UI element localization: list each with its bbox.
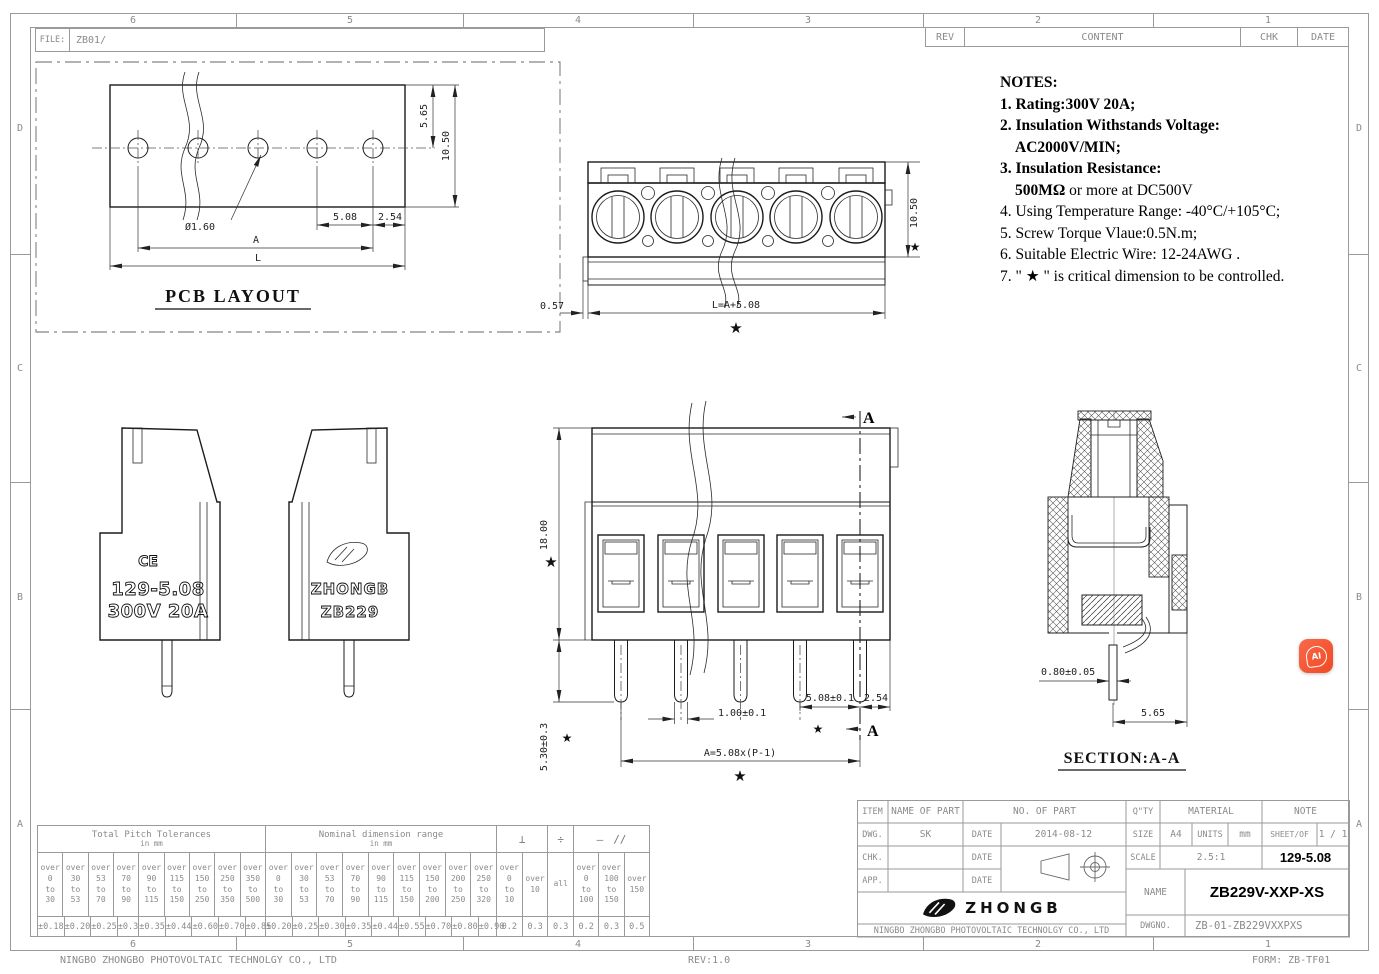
tol-range-cell: over 0 to 100	[576, 862, 596, 905]
zone-tick	[10, 254, 30, 255]
tol-group: — // over 0 to 100 over 100 to 150 over 150 0.2 0.3 0.5	[573, 826, 649, 936]
zone-tick	[923, 937, 924, 951]
tol-range-cell: over 100 to 150	[598, 853, 623, 916]
tol-value-cell: ±0.60	[191, 917, 218, 936]
tol-value-cell: 0.2	[578, 921, 594, 932]
tol-value-cell: 0.3	[598, 917, 623, 936]
tb-brand-row	[857, 892, 1126, 924]
tb-company: NINGBO ZHONGBO PHOTOVOLTAIC TECHNOLGY CO., LTD	[873, 925, 1110, 936]
tb-chk: CHK.	[862, 852, 883, 863]
tol-value-cell: ±0.18	[38, 921, 64, 932]
tb-qty: Q"TY	[1132, 806, 1154, 817]
note-line: 4. Using Temperature Range: -40°C/+105°C;	[1000, 203, 1281, 220]
tol-range-cell: over 90 to 115	[138, 853, 163, 916]
dim-A: A	[252, 235, 260, 246]
tol-range-cell: over 10	[522, 853, 548, 916]
tol-value-cell: ±0.20	[64, 917, 91, 936]
tb-material: MATERIAL	[1188, 806, 1234, 817]
critical-star: ★	[561, 731, 573, 745]
tol-range-cell: over 70 to 90	[113, 853, 138, 916]
zone-tick	[10, 482, 30, 483]
dim-5.65: 5.65	[1140, 708, 1166, 719]
zone-tick	[693, 937, 694, 951]
zone-tick	[923, 13, 924, 27]
dim-10.50: 10.50	[909, 197, 920, 229]
tol-value-cell: ±0.55	[398, 917, 425, 936]
dim-5.30: 5.30±0.3	[539, 722, 550, 772]
tb-sheet-label: SHEET/OF	[1270, 830, 1309, 839]
dim-10.50: 10.50	[441, 130, 452, 162]
tol-group: ⊥ over 0 to 10 over 10 0.2 0.3	[496, 826, 547, 936]
zone-label: A	[16, 818, 24, 830]
tol-range-cell: over 0 to 30	[40, 862, 60, 905]
note-line: NOTES:	[1000, 74, 1058, 91]
tb-date-label: DATE	[971, 829, 993, 840]
tb-brand: ZHONGB	[965, 899, 1062, 917]
model-text: ZB229	[320, 603, 380, 621]
critical-star: ★	[909, 240, 921, 254]
tb-units: mm	[1239, 829, 1251, 840]
zone-tick	[1349, 482, 1369, 483]
tol-range-cell: over 200 to 250	[445, 853, 471, 916]
file-label: FILE:	[36, 29, 70, 51]
tol-range-cell: over 350 to 500	[240, 853, 265, 916]
tol-range-cell: over 150 to 250	[189, 853, 214, 916]
tb-dwg-name: SK	[919, 829, 932, 840]
tb-name-of-part: NAME OF PART	[891, 806, 960, 817]
dim-hole-dia: Ø1.60	[184, 222, 216, 233]
tol-value-cell: ±0.70	[218, 917, 245, 936]
tol-value-cell: ±0.80	[451, 917, 478, 936]
section-label-bottom: A	[867, 723, 879, 740]
tol-value-cell: 0.5	[624, 917, 649, 936]
zone-tick	[236, 937, 237, 951]
wire-entries	[598, 535, 883, 612]
rev-header-rev: REV	[925, 27, 965, 47]
tb-note-value: 129-5.08	[1279, 850, 1332, 865]
tb-app: APP.	[862, 875, 883, 886]
tol-range-cell: over 250 to 350	[214, 853, 239, 916]
tol-range-cell: over 115 to 150	[164, 853, 189, 916]
front-view-drawing	[530, 395, 945, 795]
tol-range-cell: over 250 to 320	[470, 853, 496, 916]
zone-label: 4	[574, 938, 582, 950]
section-view-drawing	[1025, 405, 1240, 780]
side-view-marking	[100, 428, 220, 697]
tb-scale-label: SCALE	[1130, 852, 1156, 863]
zone-label: C	[16, 362, 24, 374]
rev-header-chk: CHK	[1240, 27, 1298, 47]
dim-1.00: 1.00±0.1	[718, 708, 767, 719]
projection-symbol	[1041, 852, 1110, 882]
tol-value-cell: ±0.44	[165, 917, 192, 936]
tol-range-cell: over 70 to 90	[342, 853, 368, 916]
note-line: 7. " ★ " is critical dimension to be controlled.	[1000, 267, 1285, 285]
top-view-drawing	[540, 155, 932, 350]
tol-value-cell: ±0.25	[292, 917, 319, 936]
footer-form: FORM: ZB-TF01	[1252, 955, 1331, 966]
tb-dwg-date: 2014-08-12	[1034, 829, 1093, 840]
dim-18.00: 18.00	[539, 519, 550, 551]
dim-5.65: 5.65	[419, 103, 430, 129]
tb-name-value: ZB229V-XXP-XS	[1209, 883, 1325, 901]
tb-no-of-part: NO. OF PART	[1013, 806, 1076, 817]
tol-value-cell: ±0.44	[371, 917, 398, 936]
dim-5.08: 5.08±0.1	[805, 693, 855, 704]
tol-group: ÷ all 0.3	[547, 826, 573, 936]
tb-dwg: DWG.	[862, 829, 883, 840]
tb-size: A4	[1170, 829, 1182, 840]
file-box	[35, 28, 545, 52]
zone-tick	[10, 709, 30, 710]
zone-label: 3	[804, 938, 812, 950]
ce-mark: CE	[138, 554, 158, 570]
footer-rev: REV:1.0	[688, 955, 731, 966]
zone-label: 5	[346, 938, 354, 950]
note-line: 3. Insulation Resistance:	[1000, 160, 1162, 177]
zone-tick	[236, 13, 237, 27]
tb-units-label: UNITS	[1197, 829, 1223, 840]
ai-watermark-badge	[1299, 639, 1333, 673]
tol-value-cell: 0.3	[552, 921, 569, 932]
dim-2.54: 2.54	[863, 693, 889, 704]
tol-range-cell: over 30 to 53	[291, 853, 317, 916]
zone-label: C	[1355, 362, 1363, 374]
tol-value-cell: 0.2	[501, 921, 518, 932]
tol-value-cell: ±0.20	[266, 921, 292, 932]
critical-star: ★	[729, 319, 743, 337]
section-title: SECTION:A-A	[1063, 750, 1181, 767]
tol-range-cell: over 115 to 150	[393, 853, 419, 916]
tol-value-cell: 0.3	[522, 917, 548, 936]
tol-group: Nominal dimension range in mm over 0 to 30 over 30 to 53 over 53 to 70 over 70 to 90 over 90 to 115 over 115 to 150 over 150 to 200 over 200 to 250 over 250 to 320 ±0.20 ±0.25 ±0.30 ±0.35 ±0.44 ±0.55 ±0.70 ±0.80 ±0.90	[265, 826, 496, 936]
ai-icon: AI	[1304, 644, 1328, 668]
dim-L-formula: L=A+5.08	[711, 300, 761, 311]
dim-0.57: 0.57	[540, 301, 565, 312]
tol-value-cell: ±0.3	[117, 917, 138, 936]
zone-tick	[463, 937, 464, 951]
zhongb-leaf-icon	[921, 896, 957, 920]
zone-label: 1	[1264, 938, 1272, 950]
tb-name-label: NAME	[1144, 886, 1167, 898]
note-line: 1. Rating:300V 20A;	[1000, 95, 1136, 113]
tb-size-label: SIZE	[1132, 829, 1154, 840]
rev-header-content: CONTENT	[964, 27, 1241, 47]
tb-item: ITEM	[862, 806, 883, 817]
critical-star: ★	[733, 767, 747, 785]
tol-value-cell: ±0.70	[425, 917, 452, 936]
footer-company: NINGBO ZHONGBO PHOTOVOLTAIC TECHNOLGY CO., LTD	[60, 955, 337, 966]
zone-label: D	[1355, 122, 1363, 134]
tol-range-cell: over 53 to 70	[316, 853, 342, 916]
note-line: 5. Screw Torque Vlaue:0.5N.m;	[1000, 224, 1198, 242]
tol-range-cell: over 0 to 10	[499, 862, 519, 905]
tol-range-cell: all	[553, 879, 568, 889]
zone-label: 4	[574, 14, 582, 26]
tol-value-cell: ±0.85	[245, 917, 272, 936]
dim-0.80: 0.80±0.05	[1041, 667, 1096, 678]
zone-label: 5	[346, 14, 354, 26]
zone-label: 2	[1034, 14, 1042, 26]
marking-series: 129-5.08	[111, 579, 205, 600]
tb-sheet: 1 / 1	[1318, 829, 1348, 840]
marking-rating: 300V 20A	[107, 601, 209, 622]
tol-range-cell: over 150 to 200	[419, 853, 445, 916]
tol-range-cell: over 150	[624, 853, 649, 916]
dim-L: L	[254, 253, 262, 264]
zone-tick	[463, 13, 464, 27]
zone-label: D	[16, 122, 24, 134]
side-view-brand	[289, 428, 409, 697]
tb-note: NOTE	[1294, 806, 1317, 817]
zone-label: B	[1355, 591, 1363, 603]
zone-label: 6	[129, 938, 137, 950]
tol-value-cell: ±0.25	[90, 917, 117, 936]
zone-label: 6	[129, 14, 137, 26]
side-views-drawing	[95, 418, 435, 713]
notes-list	[1000, 72, 1360, 287]
tol-range-cell: over 90 to 115	[368, 853, 394, 916]
note-line: 2. Insulation Withstands Voltage:	[1000, 117, 1220, 134]
zone-label: B	[16, 591, 24, 603]
tb-date-label3: DATE	[971, 875, 993, 886]
zone-tick	[1153, 13, 1154, 27]
zone-tick	[1349, 709, 1369, 710]
tb-scale: 2.5:1	[1196, 852, 1226, 863]
tb-date-label2: DATE	[971, 852, 993, 863]
brand-text: ZHONGB	[310, 580, 390, 598]
tol-group: Total Pitch Tolerances in mm over 0 to 30 over 30 to 53 over 53 to 70 over 70 to 90 over 90 to 115 over 115 to 150 over 150 to 250 over 250 to 350 over 350 to 500 ±0.18 ±0.20 ±0.25 ±0.3 ±0.35 ±0.44 ±0.60 ±0.70 ±0.85	[38, 826, 265, 936]
zone-label: 1	[1264, 14, 1272, 26]
tol-value-cell: ±0.35	[345, 917, 372, 936]
section-label-top: A	[863, 410, 875, 427]
zone-tick	[693, 13, 694, 27]
tol-range-cell: over 0 to 30	[268, 862, 288, 905]
tb-dwgno-label: DWGNO.	[1140, 921, 1171, 931]
critical-star: ★	[812, 722, 824, 736]
dim-2.54: 2.54	[377, 212, 403, 223]
pcb-layout-drawing	[35, 58, 565, 340]
zone-tick	[1153, 937, 1154, 951]
notes-block	[1000, 72, 1360, 287]
dim-A-formula: A=5.08x(P-1)	[703, 748, 777, 759]
zone-label: 3	[804, 14, 812, 26]
tol-range-cell: over 53 to 70	[88, 853, 113, 916]
zone-label: 2	[1034, 938, 1042, 950]
zone-label: A	[1355, 818, 1363, 830]
tol-value-cell: ±0.30	[318, 917, 345, 936]
note-line: 6. Suitable Electric Wire: 12-24AWG .	[1000, 246, 1241, 263]
tol-range-cell: over 30 to 53	[62, 853, 87, 916]
note-line: AC2000V/MIN;	[1015, 138, 1121, 156]
pcb-layout-title: PCB LAYOUT	[165, 286, 301, 306]
tol-value-cell: ±0.90	[478, 917, 505, 936]
tolerance-table	[37, 825, 650, 937]
rev-header-date: DATE	[1297, 27, 1349, 47]
tol-value-cell: ±0.35	[138, 917, 165, 936]
tb-dwgno-value: ZB-01-ZB229VXXPXS	[1195, 920, 1303, 932]
zhongb-leaf-icon	[327, 542, 367, 565]
dim-5.08: 5.08	[332, 212, 358, 223]
critical-star: ★	[544, 553, 558, 571]
note-line: 500MΩ or more at DC500V	[1015, 181, 1193, 199]
file-value: ZB01/	[76, 34, 107, 46]
